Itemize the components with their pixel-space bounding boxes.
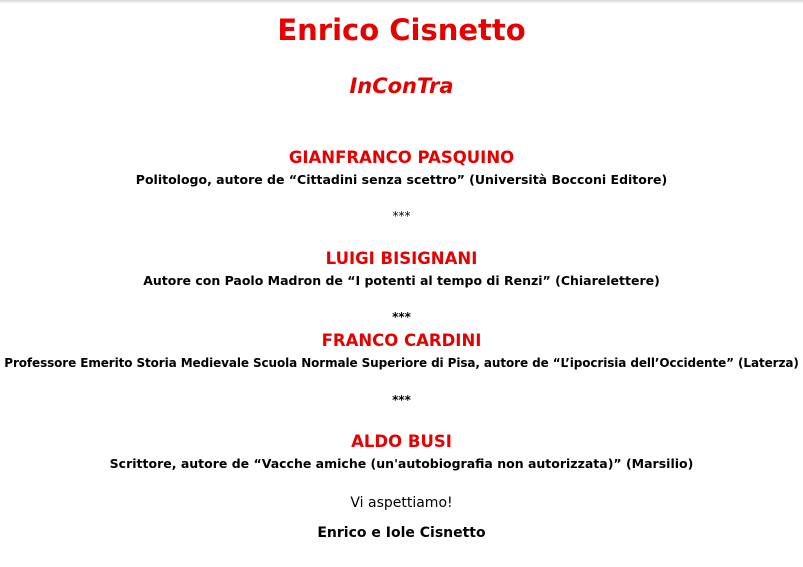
guest-description-busi: Scrittore, autore de “Vacche amiche (un'autobiografia non autorizzata)” (Marsilio)	[109, 456, 694, 471]
guest-name-cardini: FRANCO CARDINI	[321, 331, 482, 350]
top-edge-shadow	[0, 0, 803, 4]
guest-name-pasquino: GIANFRANCO PASQUINO	[288, 148, 515, 167]
guest-description-bisignani: Autore con Paolo Madron de “I potenti al tempo di Renzi” (Chiarelettere)	[143, 273, 660, 288]
guest-description-cardini: Professore Emerito Storia Medievale Scuola Normale Superiore di Pisa, autore de “L’ipocrisia dell’Occidente” (Laterza)	[4, 356, 799, 370]
separator-2: ***	[392, 310, 411, 324]
guest-description-pasquino: Politologo, autore de “Cittadini senza scettro” (Università Bocconi Editore)	[135, 172, 668, 187]
guest-name-busi: ALDO BUSI	[351, 432, 452, 451]
closing-text: Vi aspettiamo!	[350, 495, 453, 511]
separator-1: ***	[392, 209, 411, 223]
guest-name-bisignani: LUIGI BISIGNANI	[325, 249, 478, 268]
separator-3: ***	[392, 393, 411, 407]
page-title: Enrico Cisnetto	[277, 13, 526, 47]
signature: Enrico e Iole Cisnetto	[317, 525, 486, 541]
page-subtitle: InConTra	[349, 74, 454, 98]
